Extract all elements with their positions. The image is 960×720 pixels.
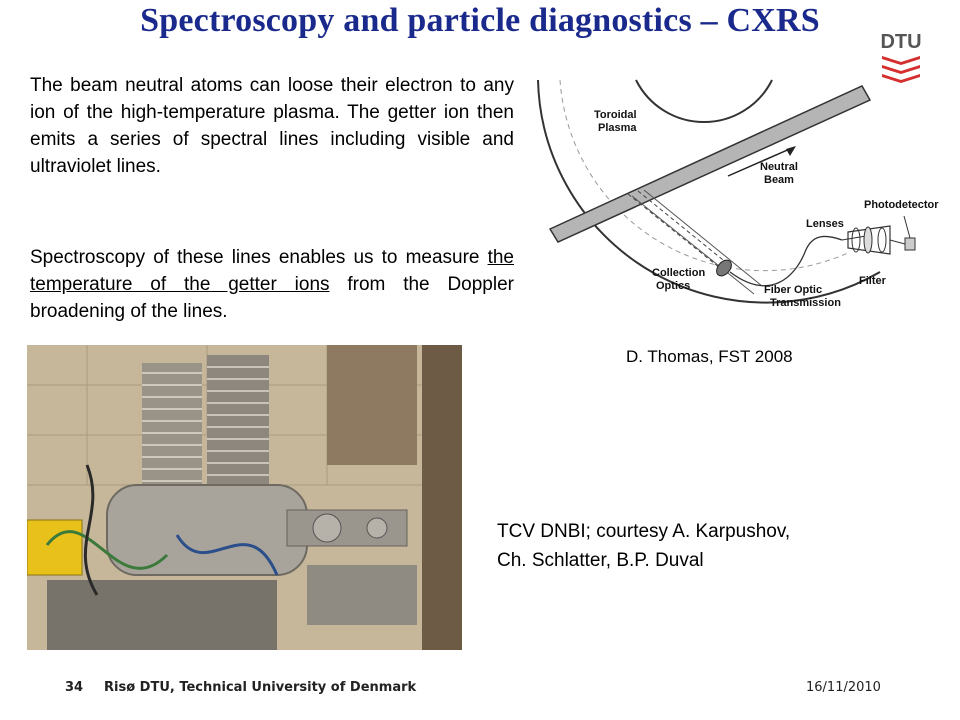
- bellows-left: [142, 363, 202, 498]
- photo-credit-line2: Ch. Schlatter, B.P. Duval: [497, 550, 704, 571]
- photo-credit-line1: TCV DNBI; courtesy A. Karpushov,: [497, 521, 791, 542]
- intro-paragraph: The beam neutral atoms can loose their electron to any ion of the high-temperature plasma. The getter ion then emits a series of spectral lines including visible and ultraviolet lines.: [30, 75, 514, 177]
- footer-organization: Risø DTU, Technical University of Denmark: [104, 680, 417, 695]
- dtu-logo-text: DTU: [880, 31, 922, 53]
- bellows-right: [207, 355, 269, 495]
- paragraph-text-after: from the Doppler broadening of the lines.: [30, 274, 514, 322]
- label-fiber-optic: Fiber Optic: [764, 284, 823, 296]
- label-neutral: Neutral: [760, 161, 798, 173]
- footer-date: 16/11/2010: [806, 680, 881, 695]
- label-optics: Optics: [656, 280, 691, 292]
- spectroscopy-paragraph: [30, 244, 514, 325]
- vacuum-tank: [107, 485, 307, 575]
- diagram-credit: D. Thomas, FST 2008: [626, 347, 793, 366]
- label-collection: Collection: [652, 267, 706, 279]
- slide-title: Spectroscopy and particle diagnostics – CXRS: [140, 2, 820, 39]
- label-transmission: Transmission: [770, 297, 841, 309]
- photodetector: [905, 238, 915, 250]
- label-beam: Beam: [764, 174, 794, 186]
- inner-torus-wall: [636, 80, 772, 122]
- underlined-phrase: the temperature of the getter ions: [30, 247, 514, 295]
- label-photodetector: Photodetector: [864, 199, 939, 211]
- page-number: 34: [65, 680, 84, 695]
- cxrs-diagram: [520, 72, 950, 334]
- label-plasma: Plasma: [598, 122, 637, 134]
- label-filter: Filter: [859, 275, 886, 287]
- photo-credit: [497, 517, 917, 575]
- label-lenses: Lenses: [806, 218, 844, 230]
- paragraph-text-before: Spectroscopy of these lines enables us to measure: [30, 247, 488, 268]
- tcv-dnbi-photo: [27, 345, 462, 650]
- yellow-module: [27, 520, 82, 575]
- label-toroidal: Toroidal: [594, 109, 637, 121]
